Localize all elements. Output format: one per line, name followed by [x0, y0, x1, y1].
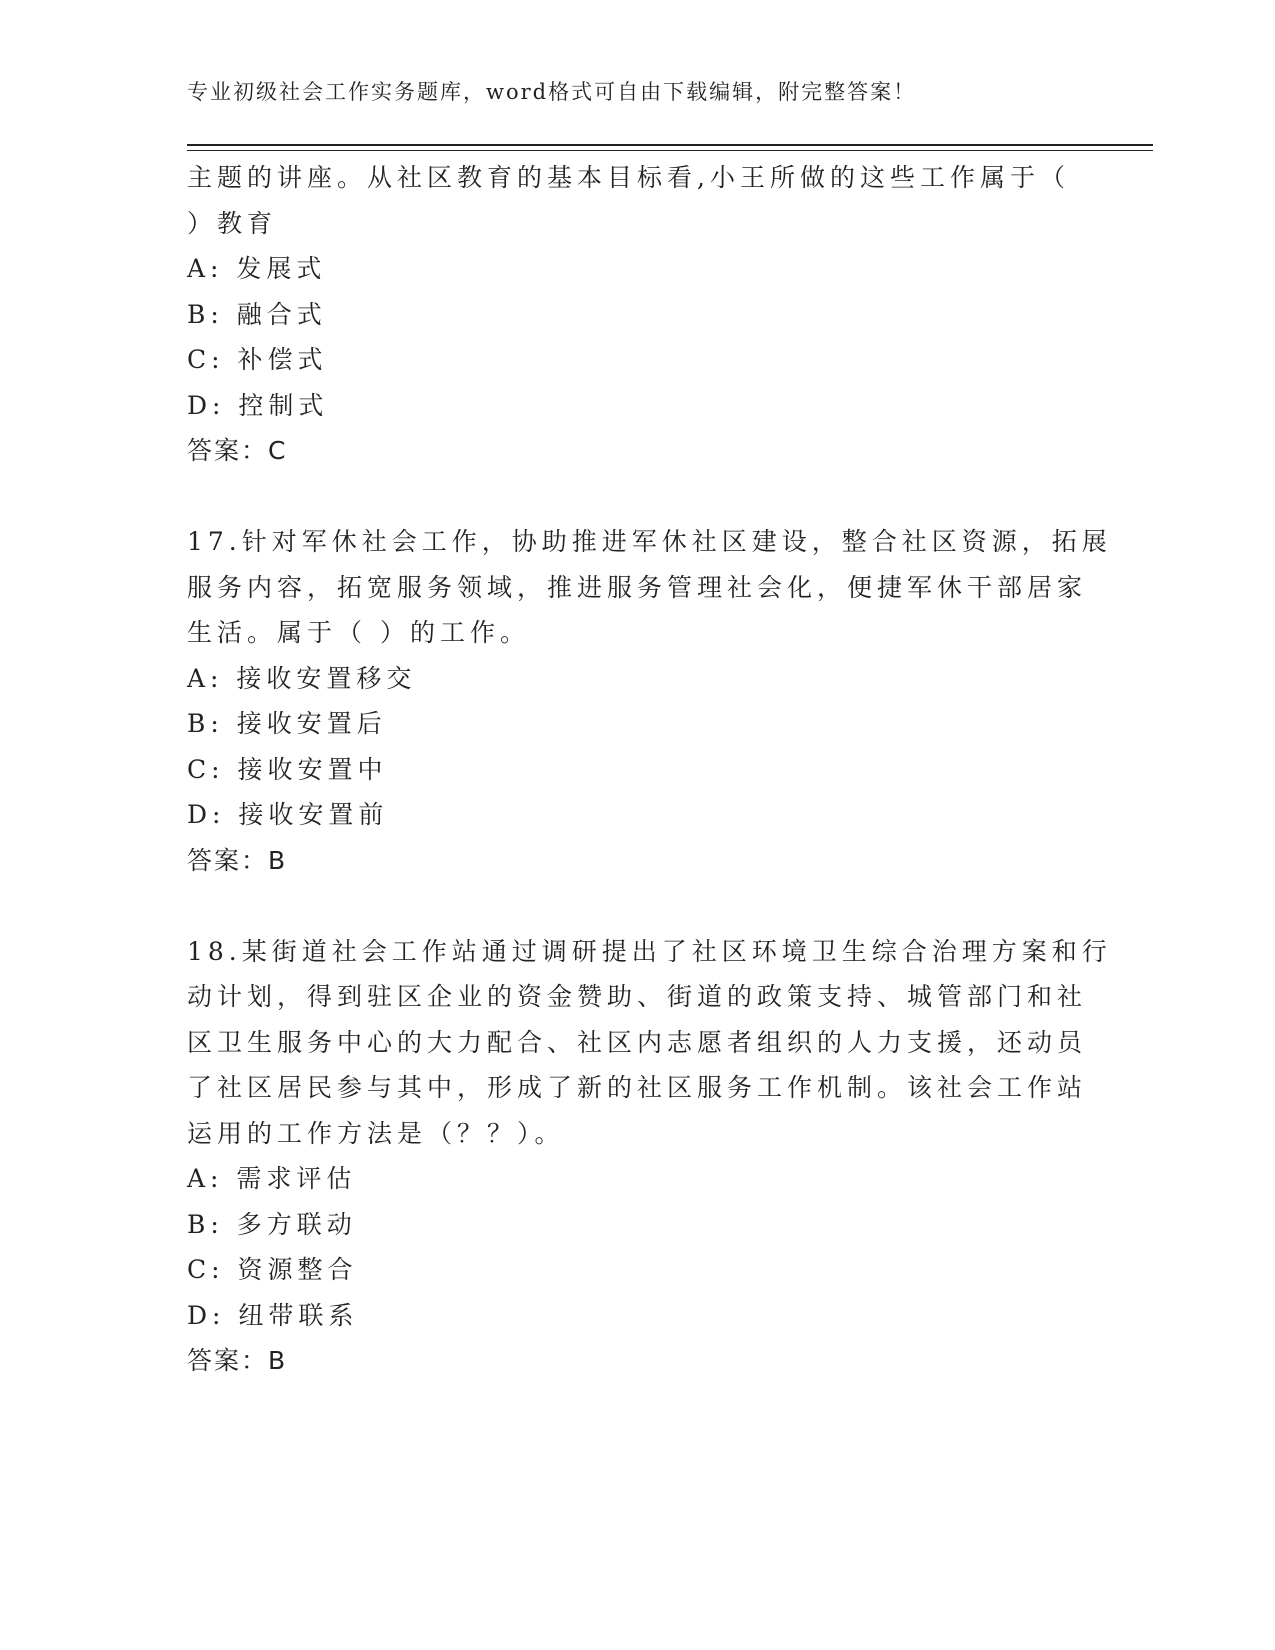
question-text: 动计划，得到驻区企业的资金赞助、街道的政策支持、城管部门和社	[187, 982, 1088, 1011]
option-d: D: 控制式	[187, 390, 329, 420]
option-a: A: 需求评估	[187, 1164, 357, 1193]
option-d: D: 纽带联系	[187, 1300, 359, 1330]
option-a: A: 接收安置移交	[187, 663, 417, 693]
question-block	[187, 929, 1112, 1384]
spacer	[187, 474, 1087, 520]
question-text: 了社区居民参与其中，形成了新的社区服务工作机制。该社会工作站	[187, 1073, 1088, 1102]
question-text: 生活。属于（ ）的工作。	[187, 618, 530, 647]
option-b: B: 接收安置后	[187, 709, 387, 738]
question-text: 主题的讲座。从社区教育的基本目标看,小王所做的这些工作属于（	[187, 163, 1070, 192]
option-d: D: 接收安置前	[187, 800, 389, 829]
option-c: C: 补偿式	[187, 345, 328, 374]
option-c: C: 接收安置中	[187, 754, 388, 784]
question-text: ）教育	[187, 208, 278, 238]
question-text: 18.某街道社会工作站通过调研提出了社区环境卫生综合治理方案和行	[187, 936, 1112, 966]
spacer	[187, 883, 1087, 929]
option-c: C: 资源整合	[187, 1255, 358, 1284]
header-rule	[187, 144, 1153, 151]
page-content	[187, 155, 1112, 1384]
option-a: A: 发展式	[187, 254, 327, 283]
question-text: 运用的工作方法是（？？）。	[187, 1118, 565, 1148]
question-text: 服务内容，拓宽服务领域，推进服务管理社会化，便捷军休干部居家	[187, 572, 1088, 602]
question-text: 17.针对军休社会工作，协助推进军休社区建设，整合社区资源，拓展	[187, 527, 1112, 556]
answer: 答案：B	[187, 1346, 288, 1375]
answer: 答案：C	[187, 436, 288, 465]
question-block	[187, 155, 1087, 474]
question-block	[187, 519, 1112, 883]
question-text: 区卫生服务中心的大力配合、社区内志愿者组织的人力支援，还动员	[187, 1027, 1088, 1057]
option-b: B: 多方联动	[187, 1209, 357, 1239]
option-b: B: 融合式	[187, 299, 327, 329]
page-header: 专业初级社会工作实务题库，word格式可自由下载编辑，附完整答案！	[187, 80, 917, 104]
answer: 答案：B	[187, 845, 288, 875]
